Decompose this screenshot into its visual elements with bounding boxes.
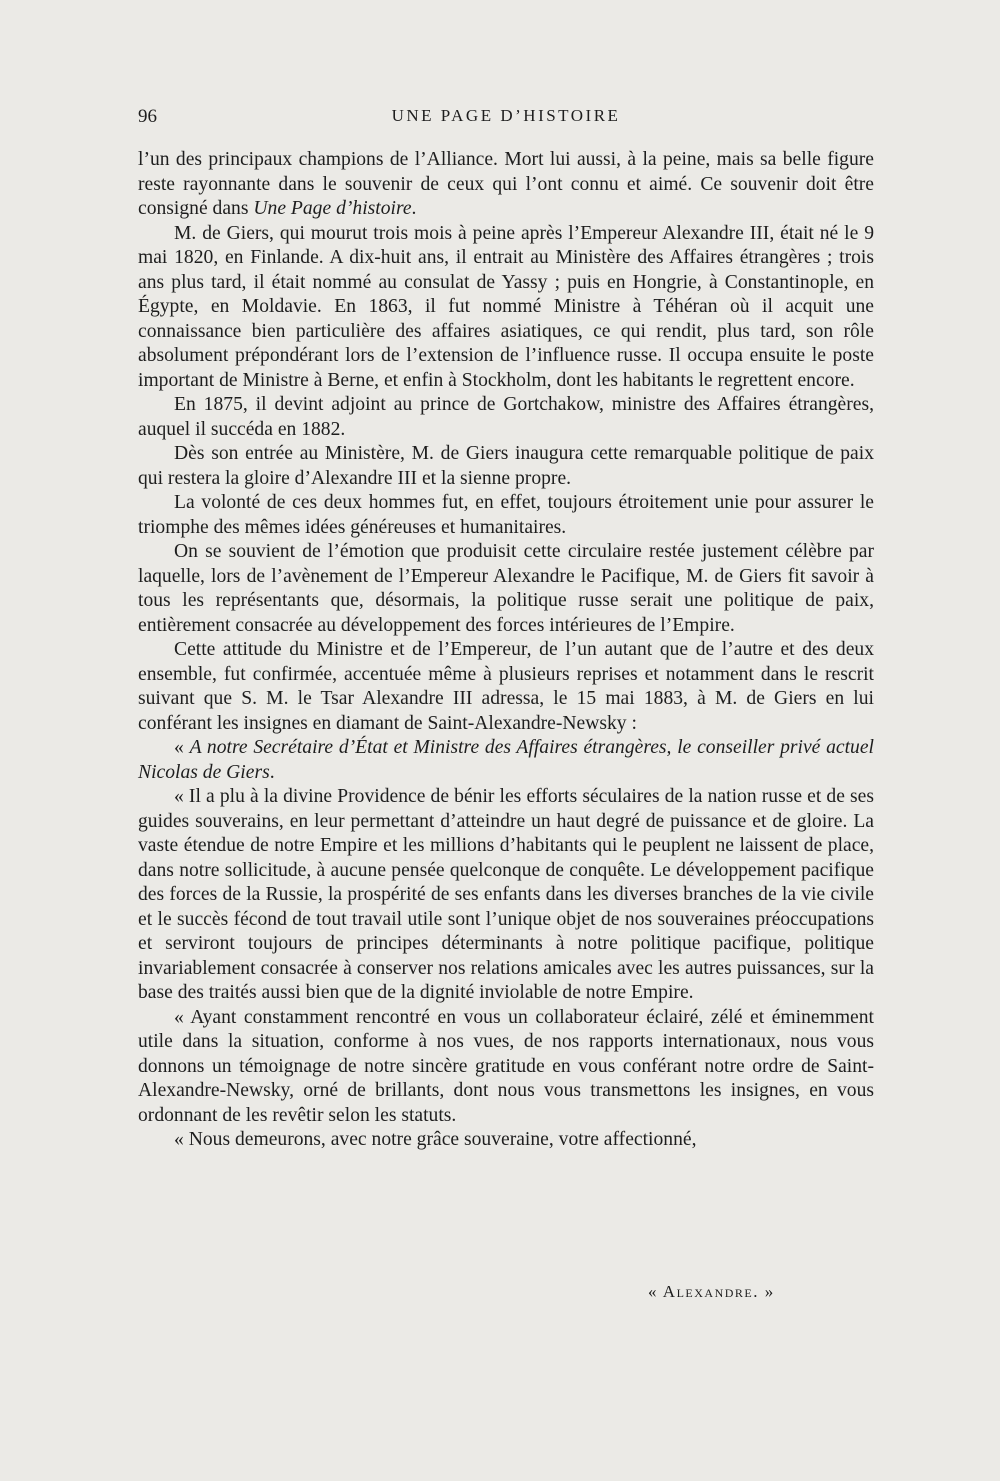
rescript-paragraph: « Ayant constamment rencontré en vous un collaborateur éclairé, zélé et éminemment utile dans la situation, conforme à nos vues, de nos rapports internationaux, nous vous donnons un témoignage de notre sincère gratitude en vous conférant notre ordre de Saint-Alexandre-Newsky, orné de brillants, dont nous vous transmettons les insignes, en vous ordonnant de les revêtir selon les statuts. bbox=[138, 1006, 874, 1126]
paragraph: Dès son entrée au Ministère, M. de Giers inaugura cette remarquable politique de paix qui restera la gloire d’Alexandre III et la sienne propre. bbox=[138, 443, 874, 489]
paragraph: La volonté de ces deux hommes fut, en effet, toujours étroitement unie pour assurer le triomphe des mêmes idées généreuses et humanitaires. bbox=[138, 492, 874, 538]
rescript-address: « A notre Secrétaire d’État et Ministre des Affaires étrangères, le conseiller privé actuel Nicolas de Giers. bbox=[138, 737, 874, 783]
running-head bbox=[138, 106, 874, 130]
book-title-italic: Une Page d’histoire bbox=[253, 198, 412, 219]
rescript-paragraph: « Il a plu à la divine Providence de bénir les efforts séculaires de la nation russe et de ses guides souverains, en leur permettant d’atteindre un haut degré de puissance et de gloire. La vaste étendue de notre Empire et les millions d’habitants qui le peuplent ne laissent de place, dans notre sollicitude, à aucune pensée quelconque de conquête. Le développement pacifique des forces de la Russie, la prospérité de ses enfants dans les diverses branches de la vie civile et le succès fécond de tout travail utile sont l’unique objet de nos souveraines préoccupations et serviront toujours de principes déterminants à notre politique pacifique, politique invariablement consacrée à conserver nos relations amicales avec les autres puissances, sur la base des traités aussi bien que de la dignité inviolable de notre Empire. bbox=[138, 786, 874, 1003]
paragraph: Cette attitude du Ministre et de l’Empereur, de l’un autant que de l’autre et des deux ensemble, fut confirmée, accentuée même à plusieurs reprises et notamment dans le rescrit suivant que S. M. le Tsar Alexandre III adressa, le 15 mai 1883, à M. de Giers en lui conférant les insignes en diamant de Saint-Alexandre-Newsky : bbox=[138, 639, 874, 734]
paragraph: M. de Giers, qui mourut trois mois à peine après l’Empereur Alexandre III, était né le 9 mai 1820, en Finlande. A dix-huit ans, il entrait au Ministère des Affaires étrangères ; trois ans plus tard, il était nommé au consulat de Yassy ; puis en Hongrie, à Constantinople, en Égypte, en Moldavie. En 1863, il fut nommé Ministre à Téhéran où il acquit une connaissance bien particulière des affaires asiatiques, ce qui rendit, plus tard, son rôle absolument prépondérant lors de l’extension de l’influence russe. Il occupa ensuite le poste important de Ministre à Berne, et enfin à Stockholm, dont les habitants le regrettent encore. bbox=[138, 222, 874, 391]
paragraph: En 1875, il devint adjoint au prince de Gortchakow, ministre des Affaires étrangères, auquel il succéda en 1882. bbox=[138, 394, 874, 440]
body-text bbox=[138, 148, 874, 1153]
paragraph: On se souvient de l’émotion que produisit cette circulaire restée justement célèbre par laquelle, lors de l’avènement de l’Empereur Alexandre le Pacifique, M. de Giers fit savoir à tous les représentants que, désormais, la politique russe serait une politique de paix, entièrement consacrée au développement des forces intérieures de l’Empire. bbox=[138, 541, 874, 636]
page-number: 96 bbox=[138, 106, 157, 127]
signature: « Alexandre. » bbox=[648, 1282, 775, 1301]
rescript-closing: « Nous demeurons, avec notre grâce souveraine, votre affectionné, bbox=[174, 1129, 697, 1150]
running-title: UNE PAGE D’HISTOIRE bbox=[391, 106, 621, 125]
paragraph: l’un des principaux champions de l’Alliance. Mort lui aussi, à la peine, mais sa belle figure reste rayonnante dans le souvenir de ceux qui l’ont connu et aimé. Ce souvenir doit être consigné dans Une Page d’histoire. bbox=[138, 149, 874, 219]
